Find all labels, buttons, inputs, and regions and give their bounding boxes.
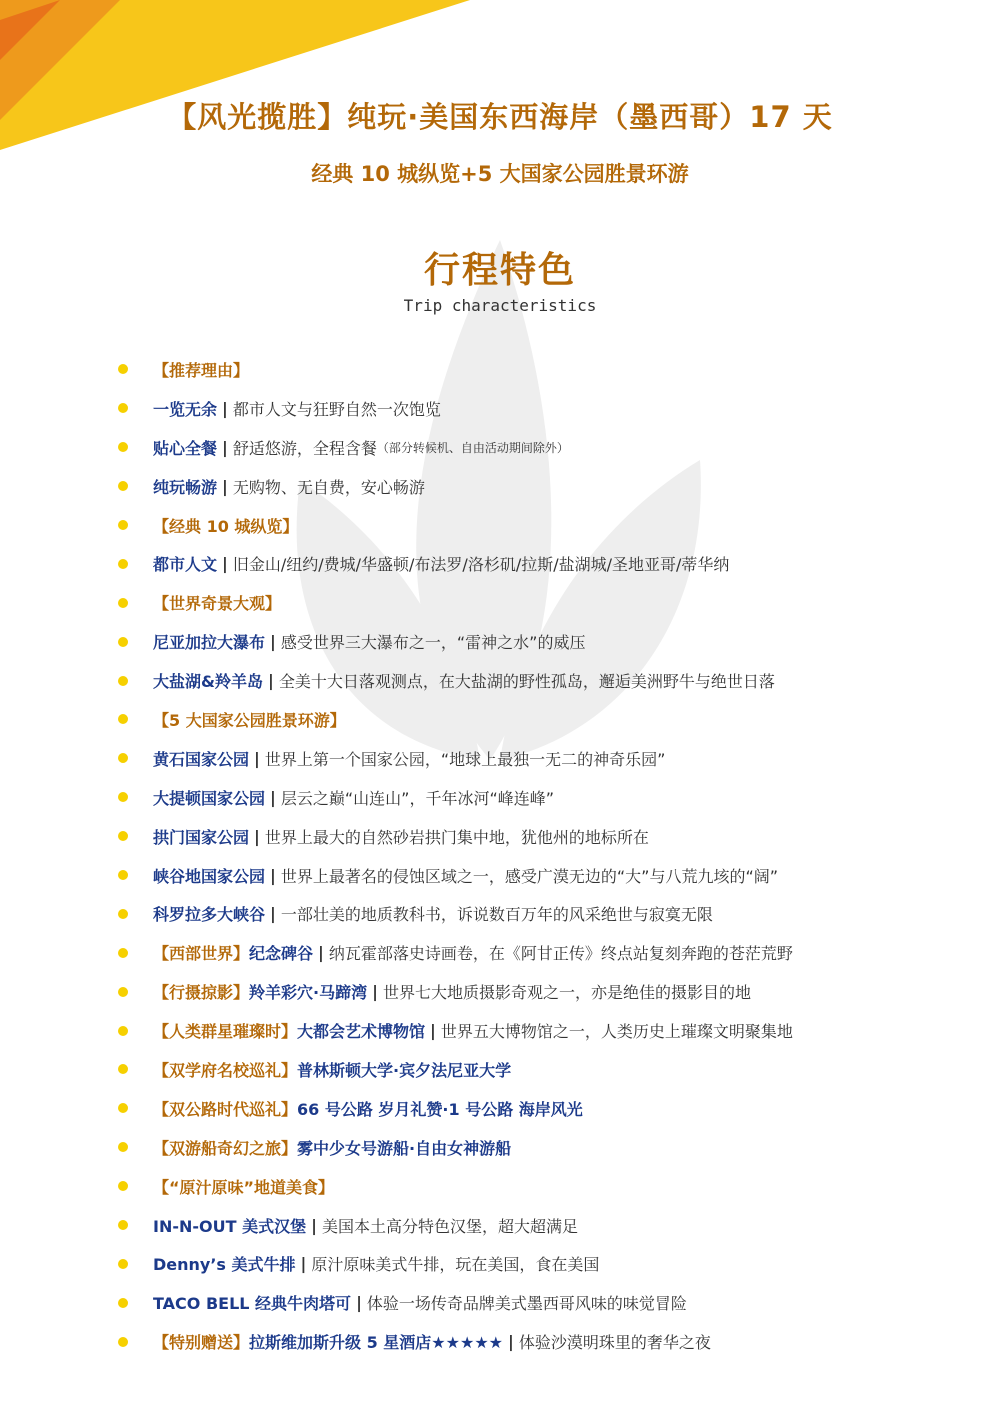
list-item: [118, 700, 978, 739]
list-item: [118, 1128, 978, 1167]
feature-desc: 都市人文与狂野自然一次饱览: [232, 399, 441, 419]
feature-desc: 体验一场传奇品牌美式墨西哥风味的味觉冒险: [366, 1294, 687, 1314]
feature-desc: 世界五大博物馆之一，人类历史上璀璨文明聚集地: [440, 1022, 793, 1042]
feature-desc: 舒适悠游，全程含餐: [232, 438, 377, 458]
bullet-icon: [118, 520, 128, 530]
bullet-icon: [118, 1026, 128, 1036]
page-title: 【风光揽胜】纯玩·美国东西海岸（墨西哥）17 天: [167, 100, 833, 134]
feature-desc: 体验沙漠明珠里的奢华之夜: [518, 1333, 711, 1353]
list-item: [118, 817, 978, 856]
bullet-icon: [118, 1142, 128, 1152]
bullet-icon: [118, 598, 128, 608]
separator: |: [311, 1215, 317, 1235]
list-item: [118, 856, 978, 895]
feature-desc: 纳瓦霍部落史诗画卷，在《阿甘正传》终点站复刻奔跑的苍茫荒野: [328, 944, 793, 964]
separator: |: [222, 398, 228, 418]
list-item: [118, 622, 978, 661]
feature-category: 【经典 10 城纵览】: [153, 516, 299, 536]
feature-category: 【特别赠送】: [153, 1333, 250, 1353]
bullet-icon: [118, 1220, 128, 1230]
feature-category: 【双游船奇幻之旅】: [153, 1138, 298, 1158]
feature-label: 大盐湖&羚羊岛: [153, 672, 263, 692]
list-item: [118, 467, 978, 506]
list-item: [118, 1089, 978, 1128]
separator: |: [254, 748, 260, 768]
feature-label: 尼亚加拉大瀑布: [153, 633, 266, 653]
bullet-icon: [118, 1298, 128, 1308]
corner-decoration: [0, 0, 480, 160]
list-item: [118, 544, 978, 583]
bullet-icon: [118, 792, 128, 802]
separator: |: [270, 865, 276, 885]
bullet-icon: [118, 870, 128, 880]
feature-category: 【世界奇景大观】: [153, 594, 282, 614]
separator: |: [254, 826, 260, 846]
bullet-icon: [118, 753, 128, 763]
bullet-icon: [118, 831, 128, 841]
bullet-icon: [118, 364, 128, 374]
feature-label: 66 号公路 岁月礼赞·1 号公路 海岸风光: [297, 1099, 583, 1119]
list-item: [118, 1244, 978, 1283]
separator: |: [270, 787, 276, 807]
feature-desc: 世界上最大的自然砂岩拱门集中地，犹他州的地标所在: [264, 827, 649, 847]
feature-category: 【西部世界】: [153, 944, 250, 964]
feature-category: 【推荐理由】: [153, 360, 250, 380]
feature-label: 一览无余: [153, 399, 218, 419]
list-item: [118, 583, 978, 622]
bullet-icon: [118, 442, 128, 452]
feature-desc: 一部壮美的地质教科书，诉说数百万年的风采绝世与寂寞无限: [280, 905, 713, 925]
list-item: [118, 389, 978, 428]
list-item: [118, 894, 978, 933]
feature-category: 【双公路时代巡礼】: [153, 1099, 298, 1119]
feature-desc: 世界上第一个国家公园，“地球上最独一无二的神奇乐园”: [264, 749, 666, 769]
feature-desc: 层云之巅“山连山”，千年冰河“峰连峰”: [280, 788, 555, 808]
section-heading-en: Trip characteristics: [403, 296, 597, 315]
bullet-icon: [118, 987, 128, 997]
feature-category: 【双学府名校巡礼】: [153, 1060, 298, 1080]
bullet-icon: [118, 1259, 128, 1269]
feature-label: 大都会艺术博物馆: [297, 1022, 426, 1042]
list-item: [118, 778, 978, 817]
section-heading: 行程特色: [423, 250, 576, 291]
separator: |: [267, 671, 274, 691]
bullet-icon: [118, 1337, 128, 1347]
feature-label: 普林斯顿大学·宾夕法尼亚大学: [297, 1060, 512, 1080]
separator: |: [508, 1332, 514, 1352]
bullet-icon: [118, 909, 128, 919]
separator: |: [270, 632, 276, 652]
feature-label: 黄石国家公园: [153, 749, 250, 769]
separator: |: [222, 554, 228, 574]
bullet-icon: [118, 948, 128, 958]
feature-label: 拉斯维加斯升级 5 星酒店★★★★★: [249, 1333, 504, 1353]
separator: |: [222, 437, 228, 457]
list-item: [118, 1206, 978, 1245]
bullet-icon: [118, 676, 128, 686]
feature-desc: 无购物、无自费，安心畅游: [232, 477, 425, 497]
bullet-icon: [118, 1103, 128, 1113]
feature-label: 峡谷地国家公园: [153, 866, 266, 886]
separator: |: [318, 943, 324, 963]
list-item: [118, 428, 978, 467]
list-item: [118, 350, 978, 389]
bullet-icon: [118, 1064, 128, 1074]
list-item: [118, 972, 978, 1011]
feature-desc: 全美十大日落观测点，在大盐湖的野性孤岛，邂逅美洲野牛与绝世日落: [278, 672, 775, 692]
feature-label: IN-N-OUT 美式汉堡: [153, 1216, 307, 1236]
feature-category: 【行摄掠影】: [153, 983, 250, 1003]
separator: |: [300, 1254, 307, 1274]
separator: |: [222, 476, 228, 496]
bullet-icon: [118, 403, 128, 413]
feature-label: 大提顿国家公园: [153, 788, 266, 808]
list-item: [118, 1050, 978, 1089]
list-item: [118, 739, 978, 778]
feature-label: 贴心全餐: [153, 438, 218, 458]
list-item: [118, 506, 978, 545]
list-item: [118, 1283, 978, 1322]
list-item: [118, 661, 978, 700]
feature-category: 【“原汁原味”地道美食】: [153, 1177, 335, 1197]
bullet-icon: [118, 559, 128, 569]
feature-desc: 旧金山/纽约/费城/华盛顿/布法罗/洛杉矶/拉斯/盐湖城/圣地亚哥/蒂华纳: [232, 555, 730, 575]
feature-label: 拱门国家公园: [153, 827, 250, 847]
feature-label: TACO BELL 经典牛肉塔可: [153, 1294, 352, 1314]
list-item: [118, 933, 978, 972]
feature-desc: 原汁原味美式牛排，玩在美国，食在美国: [311, 1255, 600, 1275]
feature-note: （部分转候机、自由活动期间除外）: [376, 440, 569, 455]
bullet-icon: [118, 1181, 128, 1191]
separator: |: [372, 982, 378, 1002]
feature-list: [118, 350, 978, 1361]
separator: |: [270, 904, 276, 924]
list-item: [118, 1011, 978, 1050]
separator: |: [430, 1021, 436, 1041]
feature-label: 纪念碑谷: [249, 944, 314, 964]
bullet-icon: [118, 714, 128, 724]
feature-label: 都市人文: [153, 555, 218, 575]
feature-label: Denny’s 美式牛排: [153, 1255, 296, 1275]
bullet-icon: [118, 637, 128, 647]
feature-label: 羚羊彩穴·马蹄湾: [249, 983, 368, 1003]
feature-desc: 世界七大地质摄影奇观之一，亦是绝佳的摄影目的地: [382, 983, 751, 1003]
list-item: [118, 1322, 978, 1361]
feature-desc: 美国本土高分特色汉堡，超大超满足: [321, 1216, 578, 1236]
feature-desc: 世界上最著名的侵蚀区域之一，感受广漠无边的“大”与八荒九垓的“阔”: [280, 866, 779, 886]
separator: |: [356, 1293, 362, 1313]
feature-label: 科罗拉多大峡谷: [153, 905, 266, 925]
list-item: [118, 1167, 978, 1206]
feature-desc: 感受世界三大瀑布之一，“雷神之水”的威压: [280, 633, 586, 653]
feature-label: 雾中少女号游船·自由女神游船: [297, 1138, 512, 1158]
page-subtitle: 经典 10 城纵览+5 大国家公园胜景环游: [311, 162, 689, 186]
feature-category: 【5 大国家公园胜景环游】: [153, 710, 346, 730]
bullet-icon: [118, 481, 128, 491]
feature-category: 【人类群星璀璨时】: [153, 1022, 298, 1042]
feature-label: 纯玩畅游: [153, 477, 218, 497]
